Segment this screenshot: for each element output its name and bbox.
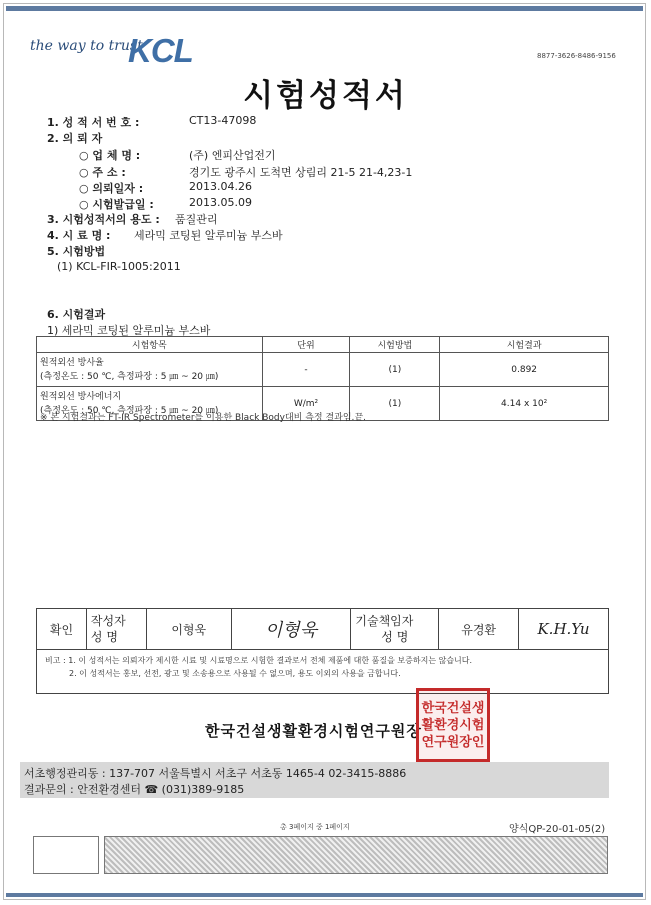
author-name-label: 성 명 [90,630,118,644]
method-label: 5. 시험방법 [47,245,106,258]
results-note: ※ 본 시험결과는 FT-IR Spectrometer를 이용한 Black Body대비 측정 결과임.끝. [40,413,366,423]
client-label: 2. 의 뢰 자 [47,132,103,145]
unit-cell: W/m² [262,387,350,421]
author-name: 이형욱 [146,609,231,650]
signature-table [36,608,609,650]
report-no-value: CT13-47098 [189,114,257,127]
results-table [36,336,609,421]
manager-label-cell [351,609,439,650]
author-label-cell [86,609,146,650]
result-cell: 4.14 x 10² [440,387,609,421]
top-accent-bar [6,6,643,11]
test-item-condition: (측정온도 : 50 ℃, 측정파장 : 5 ㎛ ~ 20 ㎛) [40,371,219,382]
address-value: 경기도 광주시 도척면 상림리 21-5 21-4,23-1 [189,166,413,179]
company-value: (주) 엔피산업전기 [189,149,276,162]
test-item-condition: (측정온도 : 50 ℃, 측정파장 : 5 ㎛ ~ 20 ㎛) [40,405,219,416]
request-date-value: 2013.04.26 [189,180,252,193]
footer-inquiry: 결과문의 : 안전환경센터 ☎ (031)389-9185 [24,783,245,796]
issue-date-label: ○ 시험발급일 : [79,198,154,211]
table-row [37,353,609,387]
result-cell: 0.892 [440,353,609,387]
remark-2: 2. 이 성적서는 홍보, 선전, 광고 및 소송용으로 사용될 수 없으며, 용도 이외의 사용을 금합니다. [69,669,401,678]
results-label: 6. 시험결과 [47,308,106,321]
page-info: 총 3페이지 중 1페이지 [280,823,350,831]
official-seal: 한국건설생활환경시험연구원장인 [416,688,490,762]
header-result: 시험결과 [440,337,609,353]
form-code: 양식QP-20-01-05(2) [509,824,606,835]
sample-value: 세라믹 코팅된 알루미늄 부스바 [134,229,283,242]
manager-signature: K.H.Yu [519,609,609,650]
results-header-row [37,337,609,353]
method-value: (1) KCL-FIR-1005:2011 [57,260,181,273]
author-label: 작성자 [90,614,126,628]
company-label: ○ 업 체 명 : [79,149,141,162]
manager-label: 기술책임자 [355,614,414,628]
purpose-value: 품질관리 [175,213,218,226]
footer-blank-box [33,836,99,874]
issue-date-value: 2013.05.09 [189,196,252,209]
manager-name-label: 성 명 [381,630,409,644]
header-unit: 단위 [262,337,350,353]
kcl-logo: KCL [128,32,193,69]
address-label: ○ 주 소 : [79,166,126,179]
report-no-label: 1. 성 적 서 번 호 : [47,116,140,129]
remarks-box [36,648,609,694]
sample-label: 4. 시 료 명 : [47,229,111,242]
header-test-item: 시험항목 [37,337,263,353]
manager-name: 유경환 [439,609,519,650]
institution-name: 한국건설생활환경시험연구원장 [205,722,422,740]
author-signature: 이형욱 [231,609,351,650]
header-method: 시험방법 [350,337,440,353]
security-pattern [104,836,608,874]
page-title: 시험성적서 [243,78,408,114]
request-date-label: ○ 의뢰일자 : [79,182,144,195]
method-cell: (1) [350,387,440,421]
unit-cell: - [262,353,350,387]
confirm-label: 확인 [37,609,87,650]
document-number: 8877-3626-8486-9156 [537,52,616,60]
method-cell: (1) [350,353,440,387]
test-item-cell [37,353,263,387]
remark-1: 비고 : 1. 이 성적서는 의뢰자가 제시한 시료 및 시료명으로 시험한 결과로서 전체 제품에 대한 품질을 보증하지는 않습니다. [45,656,473,665]
tagline: the way to trust [30,38,143,54]
footer-address: 서초행정관리동 : 137-707 서울특별시 서초구 서초동 1465-4 02-3415-8886 [24,767,407,780]
test-item-name: 원적외선 방사율 [40,357,104,368]
test-item-name: 원적외선 방사에너지 [40,391,122,402]
bottom-accent-bar [6,893,643,897]
results-subtitle: 1) 세라믹 코팅된 알루미늄 부스바 [47,324,211,337]
purpose-label: 3. 시험성적서의 용도 : [47,213,160,226]
